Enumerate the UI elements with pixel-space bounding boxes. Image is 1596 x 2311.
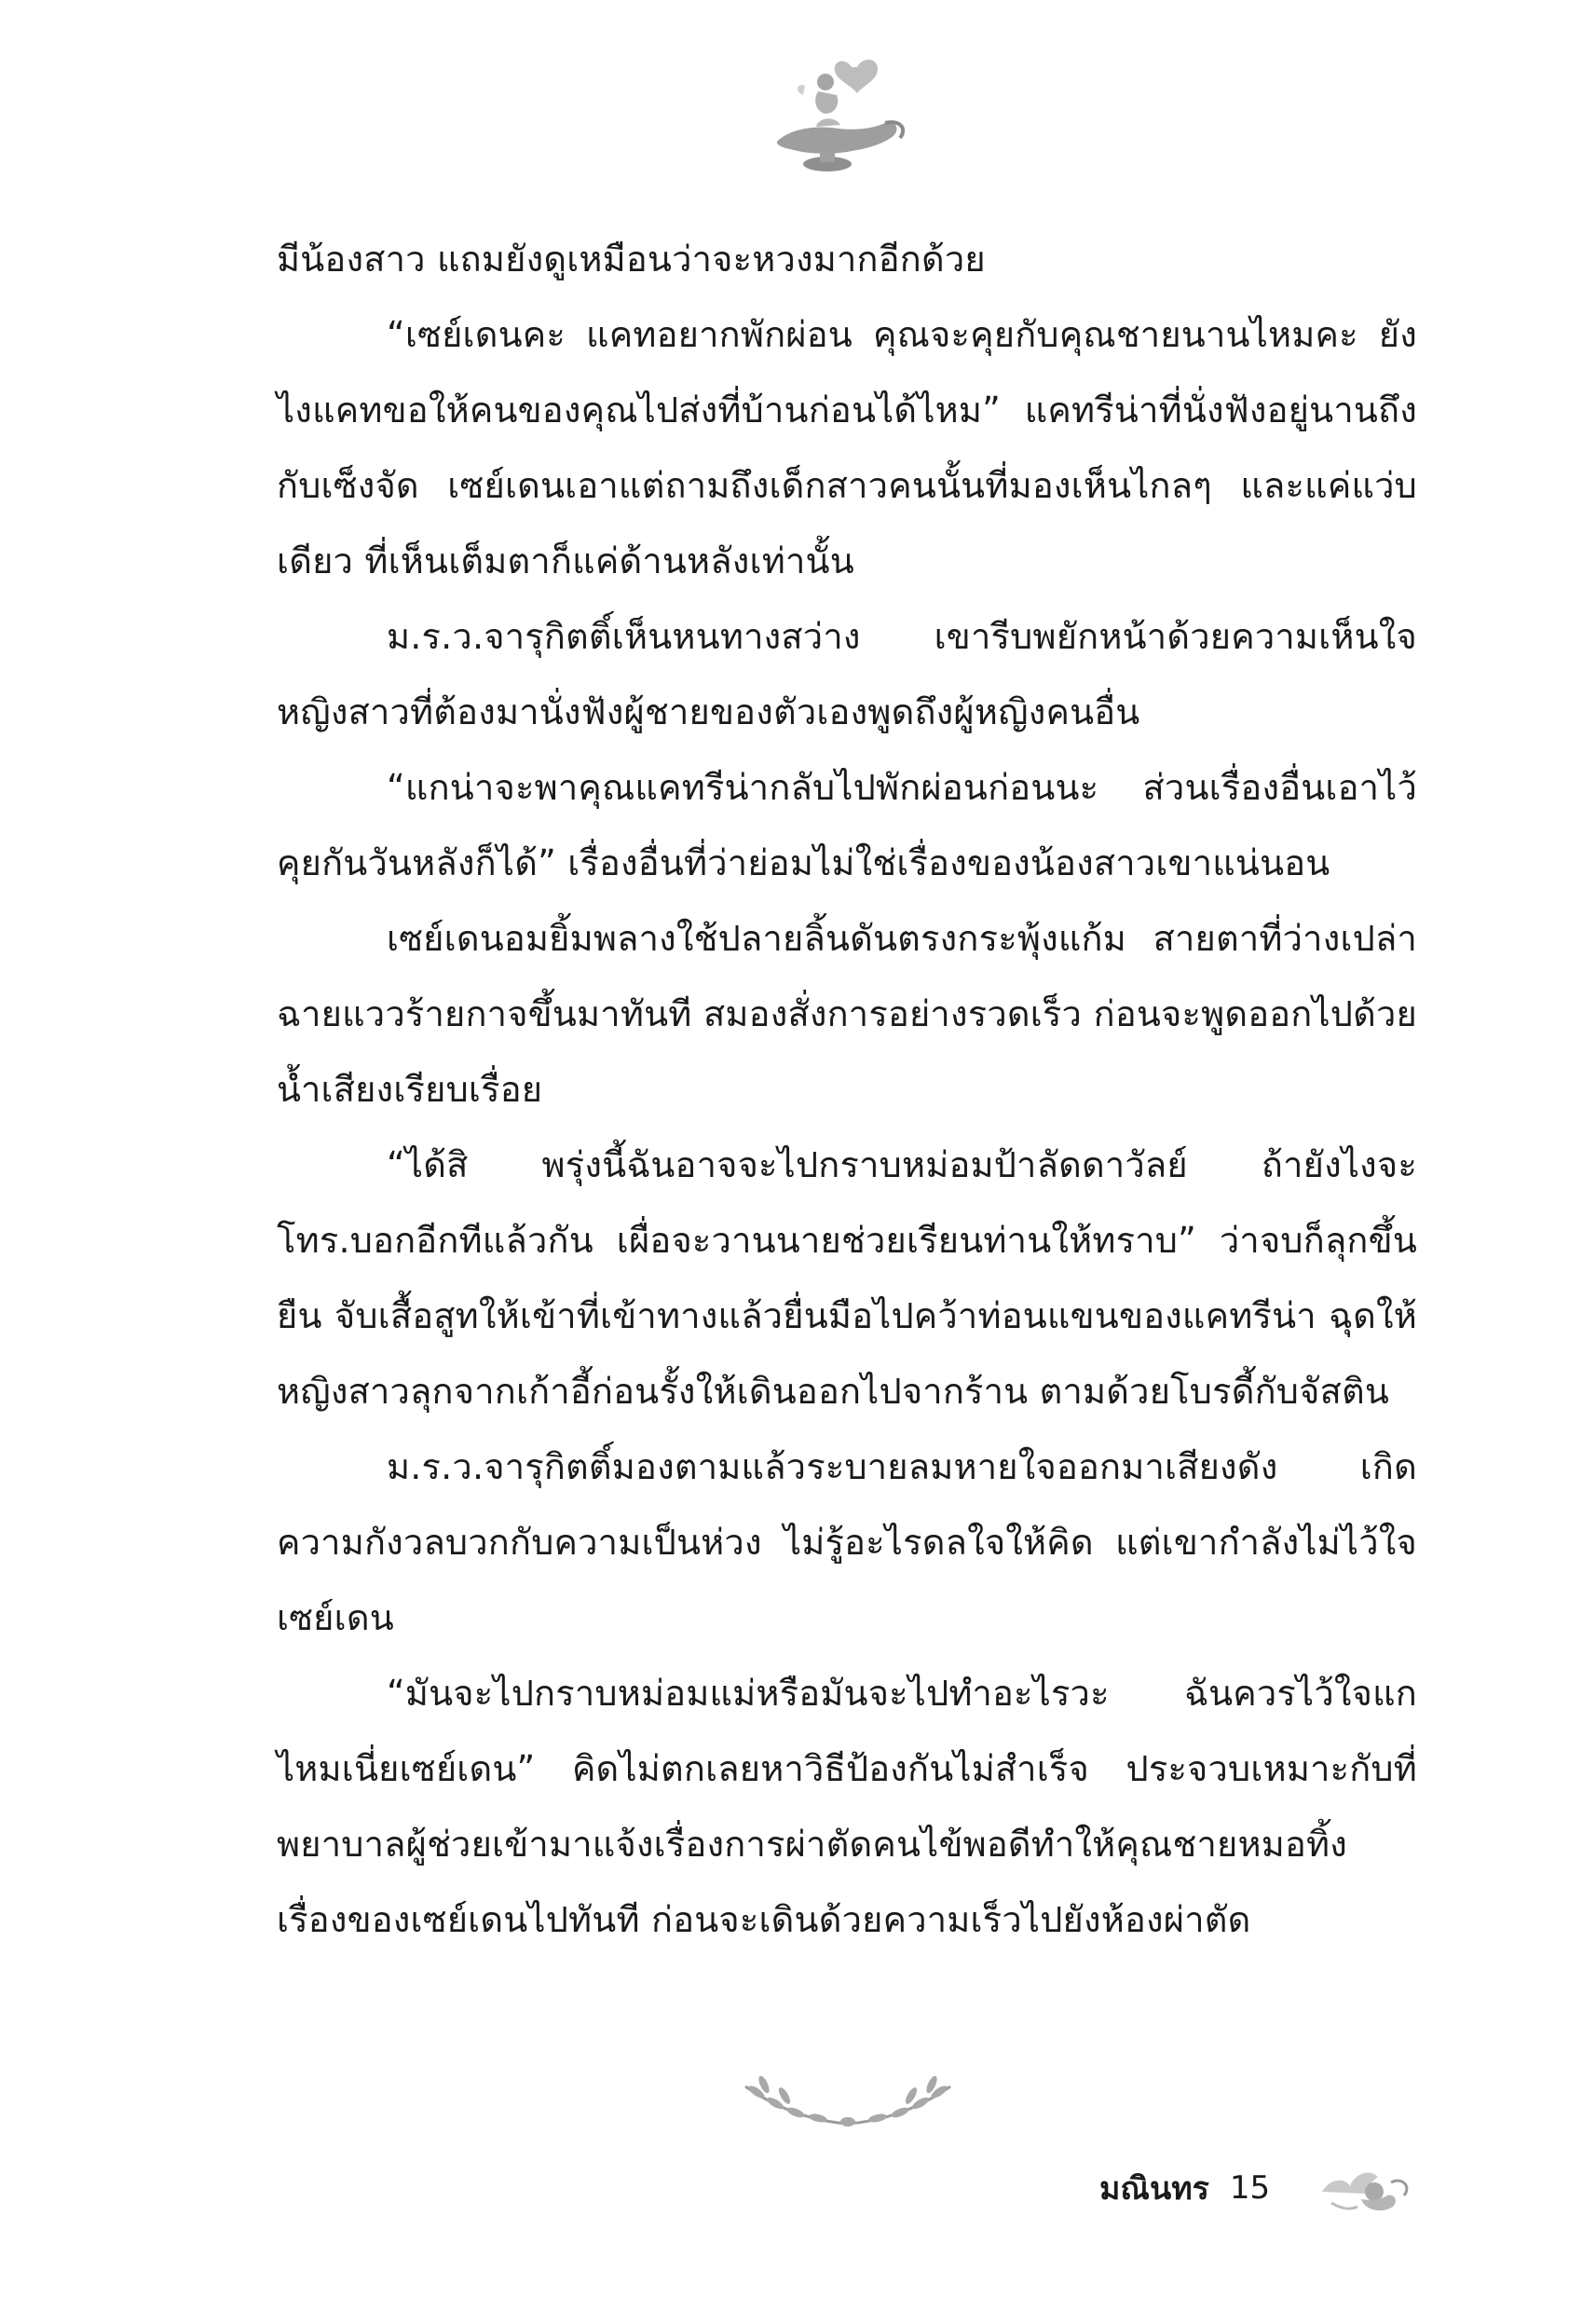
- paragraph-3: ม.ร.ว.จารุกิตติ์เห็นหนทางสว่าง เขารีบพยักหน้าด้วยความเห็นใจหญิงสาวที่ต้องมานั่งฟังผู้ชายของตัวเองพูดถึงผู้หญิงคนอื่น: [277, 616, 1417, 732]
- paragraph-4: “แกน่าจะพาคุณแคทรีน่ากลับไปพักผ่อนก่อนนะ ส่วนเรื่องอื่นเอาไว้คุยกันวันหลังก็ได้” เรื่องอื่นที่ว่าย่อมไม่ใช่เรื่องของน้องสาวเขาแน่นอน: [277, 767, 1417, 883]
- page-body: [277, 222, 1417, 1958]
- paragraph-7: ม.ร.ว.จารุกิตติ์มองตามแล้วระบายลมหายใจออกมาเสียงดัง เกิดความกังวลบวกกับความเป็นห่วง ไม่รู้อะไรดลใจให้คิด แต่เขากำลังไม่ไว้ใจเซย์เดน: [277, 1446, 1417, 1638]
- laurel-wreath-icon: [727, 2064, 969, 2139]
- paragraph-5: เซย์เดนอมยิ้มพลางใช้ปลายลิ้นดันตรงกระพุ้งแก้ม สายตาที่ว่างเปล่าฉายแววร้ายกาจขึ้นมาทันที สมองสั่งการอย่างรวดเร็ว ก่อนจะพูดออกไปด้วยน้ำเสียงเรียบเรื่อย: [277, 918, 1417, 1110]
- book-title: มณินทร: [1099, 2170, 1209, 2208]
- page-footer: [1099, 2160, 1415, 2216]
- cupid-icon: [1313, 2154, 1415, 2222]
- paragraph-8: “มันจะไปกราบหม่อมแม่หรือมันจะไปทำอะไรวะ ฉันควรไว้ใจแกไหมเนี่ยเซย์เดน” คิดไม่ตกเลยหาวิธีป้องกันไม่สำเร็จ ประจวบเหมาะกับที่พยาบาลผู้ช่วยเข้ามาแจ้งเรื่องการผ่าตัดคนไข้พอดีทำให้คุณชายหมอทิ้งเรื่องของเซย์เดนไปทันที ก่อนจะเดินด้วยความเร็วไปยังห้องผ่าตัด: [277, 1673, 1417, 1940]
- paragraph-6: “ได้สิ พรุ่งนี้ฉันอาจจะไปกราบหม่อมป้าลัดดาวัลย์ ถ้ายังไงจะโทร.บอกอีกทีแล้วกัน เผื่อจะวานนายช่วยเรียนท่านให้ทราบ” ว่าจบก็ลุกขึ้นยืน จับเสื้อสูทให้เข้าที่เข้าทางแล้วยื่นมือไปคว้าท่อนแขนของแคทรีน่า ฉุดให้หญิงสาวลุกจากเก้าอี้ก่อนรั้งให้เดินออกไปจากร้าน ตามด้วยโบรดี้กับจัสติน: [277, 1144, 1417, 1412]
- paragraph-2: “เซย์เดนคะ แคทอยากพักผ่อน คุณจะคุยกับคุณชายนานไหมคะ ยังไงแคทขอให้คนของคุณไปส่งที่บ้านก่อนได้ไหม” แคทรีน่าที่นั่งฟังอยู่นานถึงกับเซ็งจัด เซย์เดนเอาแต่ถามถึงเด็กสาวคนนั้นที่มองเห็นไกลๆ และแค่แว่บเดียว ที่เห็นเต็มตาก็แค่ด้านหลังเท่านั้น: [277, 314, 1417, 581]
- page-number: 15: [1229, 2169, 1271, 2207]
- paragraph-1: มีน้องสาว แถมยังดูเหมือนว่าจะหวงมากอีกด้วย: [277, 239, 986, 280]
- genie-lamp-icon: [760, 54, 909, 185]
